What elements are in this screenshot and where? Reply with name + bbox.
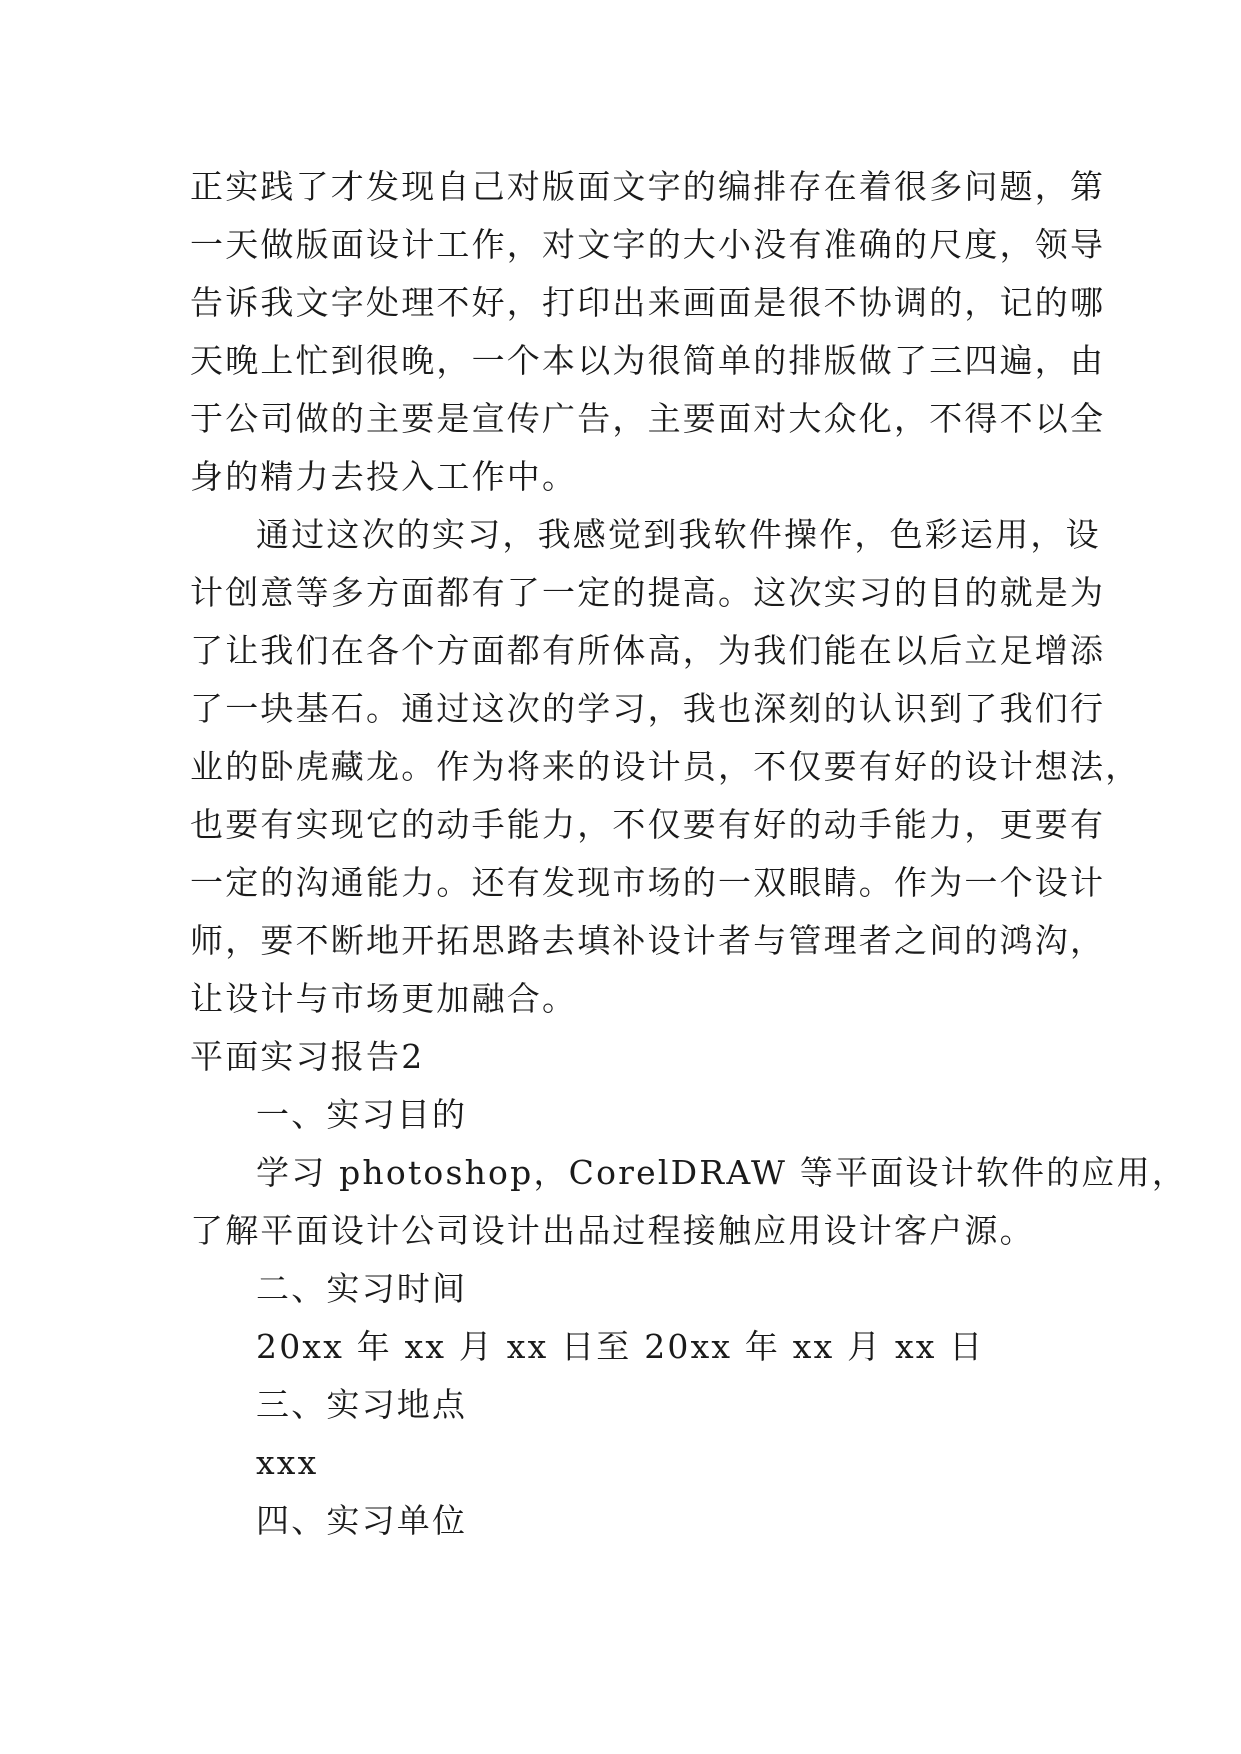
date-range: 20xx 年 xx 月 xx 日至 20xx 年 xx 月 xx 日 [256,1327,985,1366]
location-value: xxx [256,1443,319,1482]
paragraph-line: 一天做版面设计工作，对文字的大小没有准确的尺度，领导 [190,225,1106,264]
paragraph-line: 通过这次的实习，我感觉到我软件操作，色彩运用，设 [256,515,1101,554]
paragraph-line: 天晚上忙到很晚，一个本以为很简单的排版做了三四遍，由 [190,341,1106,380]
paragraph-line: 师，要不断地开拓思路去填补设计者与管理者之间的鸿沟， [190,921,1106,960]
paragraph-line: 告诉我文字处理不好，打印出来画面是很不协调的，记的哪 [190,283,1106,322]
paragraph-line: 于公司做的主要是宣传广告，主要面对大众化，不得不以全 [190,399,1106,438]
section-heading: 一、实习目的 [256,1095,468,1134]
paragraph-line: 计创意等多方面都有了一定的提高。这次实习的目的就是为 [190,573,1106,612]
section-heading: 三、实习地点 [256,1385,468,1424]
report-title: 平面实习报告2 [190,1037,425,1076]
paragraph-line: 了解平面设计公司设计出品过程接触应用设计客户源。 [190,1211,1035,1250]
paragraph-line: 身的精力去投入工作中。 [190,457,578,496]
paragraph-line: 也要有实现它的动手能力，不仅要有好的动手能力，更要有 [190,805,1106,844]
section-heading: 四、实习单位 [256,1501,468,1540]
paragraph-line: 学习 photoshop，CorelDRAW 等平面设计软件的应用， [256,1153,1188,1192]
paragraph-line: 一定的沟通能力。还有发现市场的一双眼睛。作为一个设计 [190,863,1106,902]
paragraph-line: 了让我们在各个方面都有所体高，为我们能在以后立足增添 [190,631,1106,670]
paragraph-line: 正实践了才发现自己对版面文字的编排存在着很多问题，第 [190,167,1106,206]
section-heading: 二、实习时间 [256,1269,468,1308]
document-page [190,158,1188,1550]
paragraph-line: 业的卧虎藏龙。作为将来的设计员，不仅要有好的设计想法， [190,747,1141,786]
paragraph-line: 了一块基石。通过这次的学习，我也深刻的认识到了我们行 [190,689,1106,728]
paragraph-line: 让设计与市场更加融合。 [190,979,578,1018]
